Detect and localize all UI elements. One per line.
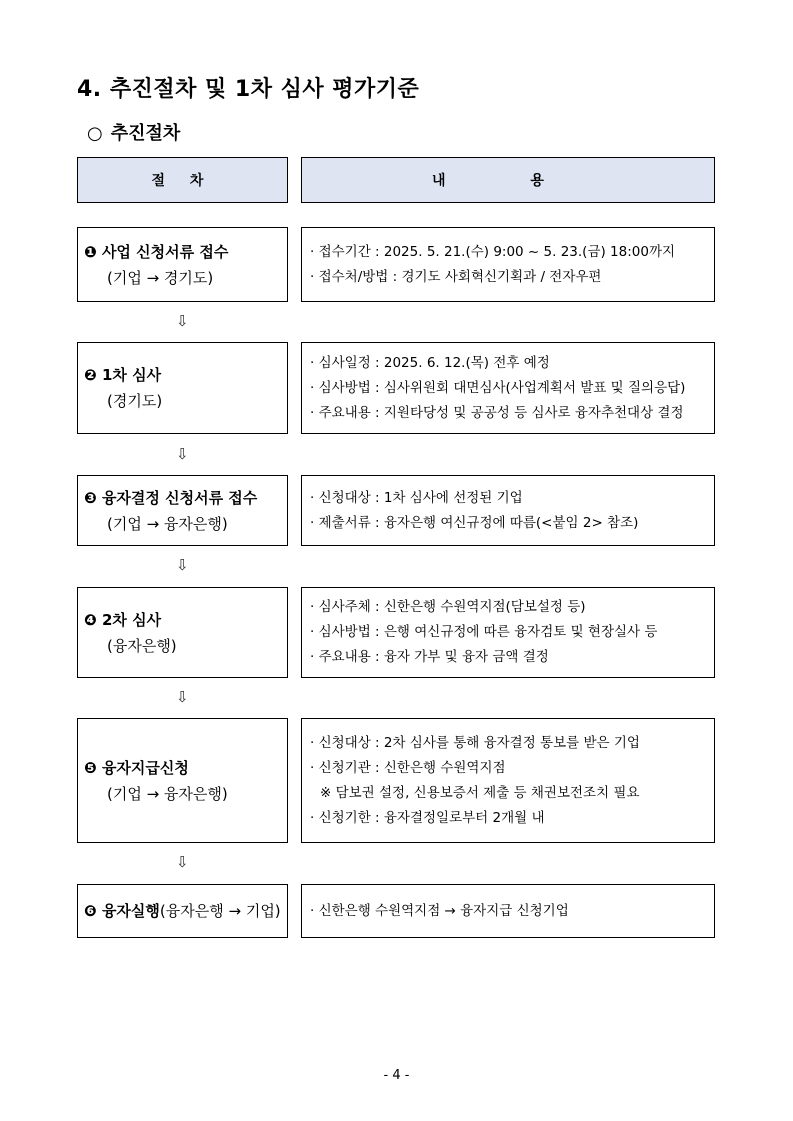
step-1-procedure (77, 227, 288, 302)
down-arrow-icon: ⇩ (176, 445, 189, 463)
down-arrow-icon: ⇩ (176, 688, 189, 706)
down-arrow-icon: ⇩ (176, 853, 189, 871)
circle-marker: ○ (87, 123, 103, 144)
step-5-line: · 신청대상 : 2차 심사를 통해 융자결정 통보를 받은 기업 (310, 734, 640, 751)
header-content: 내 용 (301, 157, 715, 203)
step-3-title: ❸ 융자결정 신청서류 접수 (84, 488, 258, 507)
step-3-line: · 신청대상 : 1차 심사에 선정된 기업 (310, 489, 523, 506)
step-2-title: ❷ 1차 심사 (84, 366, 162, 384)
step-3-content (301, 475, 715, 546)
step-5-title: ❺ 융자지급신청 (84, 758, 189, 777)
step-3-line: · 제출서류 : 융자은행 여신규정에 따름(<붙임 2> 참조) (310, 514, 639, 531)
down-arrow-icon: ⇩ (176, 312, 189, 330)
step-3-procedure (77, 475, 288, 546)
step-5-content (301, 718, 715, 843)
step-5-line: · 신청기한 : 융자결정일로부터 2개월 내 (310, 809, 545, 826)
step-2-content (301, 342, 715, 434)
step-2-line: · 심사일정 : 2025. 6. 12.(목) 전후 예정 (310, 354, 550, 371)
step-4-procedure (77, 587, 288, 678)
subsection-heading (87, 119, 180, 145)
down-arrow-icon: ⇩ (176, 556, 189, 574)
subsection-title: 추진절차 (110, 123, 181, 144)
step-4-title: ❹ 2차 심사 (84, 610, 162, 629)
step-2-line: · 주요내용 : 지원타당성 및 공공성 등 심사로 융자추천대상 결정 (310, 404, 684, 421)
step-5-procedure (77, 718, 288, 843)
step-2-procedure (77, 342, 288, 434)
step-3-subtitle: (기업 → 융자은행) (107, 514, 228, 533)
section-heading: 4. 추진절차 및 1차 심사 평가기준 (77, 77, 420, 102)
step-6-line: · 신한은행 수원역지점 → 융자지급 신청기업 (310, 902, 569, 919)
step-4-subtitle: (융자은행) (107, 636, 177, 655)
step-1-title: ❶ 사업 신청서류 접수 (84, 242, 229, 261)
step-1-line: · 접수기간 : 2025. 5. 21.(수) 9:00 ~ 5. 23.(금) 18:00까지 (310, 243, 676, 260)
step-6-procedure (77, 884, 288, 938)
step-1-line: · 접수처/방법 : 경기도 사회혁신기획과 / 전자우편 (310, 268, 602, 285)
step-1-content (301, 227, 715, 302)
step-6-title: ❻ 융자실행(융자은행 → 기업) (84, 902, 281, 920)
step-5-subtitle: (기업 → 융자은행) (107, 784, 228, 803)
step-5-line: · 신청기관 : 신한은행 수원역지점 (310, 759, 506, 776)
step-4-line: · 심사방법 : 은행 여신규정에 따른 융자검토 및 현장실사 등 (310, 624, 658, 640)
step-2-line: · 심사방법 : 심사위원회 대면심사(사업계획서 발표 및 질의응답) (310, 379, 686, 396)
step-2-subtitle: (경기도) (107, 392, 163, 410)
page-number: - 4 - (383, 1068, 410, 1083)
step-4-line: · 심사주체 : 신한은행 수원역지점(담보설정 등) (310, 599, 586, 615)
header-procedure: 절 차 (77, 157, 288, 203)
step-5-note: ※ 담보권 설정, 신용보증서 제출 등 채권보전조치 필요 (320, 784, 640, 801)
step-6-content (301, 884, 715, 938)
step-4-content (301, 587, 715, 678)
step-4-line: · 주요내용 : 융자 가부 및 융자 금액 결정 (310, 649, 549, 665)
step-1-subtitle: (기업 → 경기도) (107, 268, 214, 287)
